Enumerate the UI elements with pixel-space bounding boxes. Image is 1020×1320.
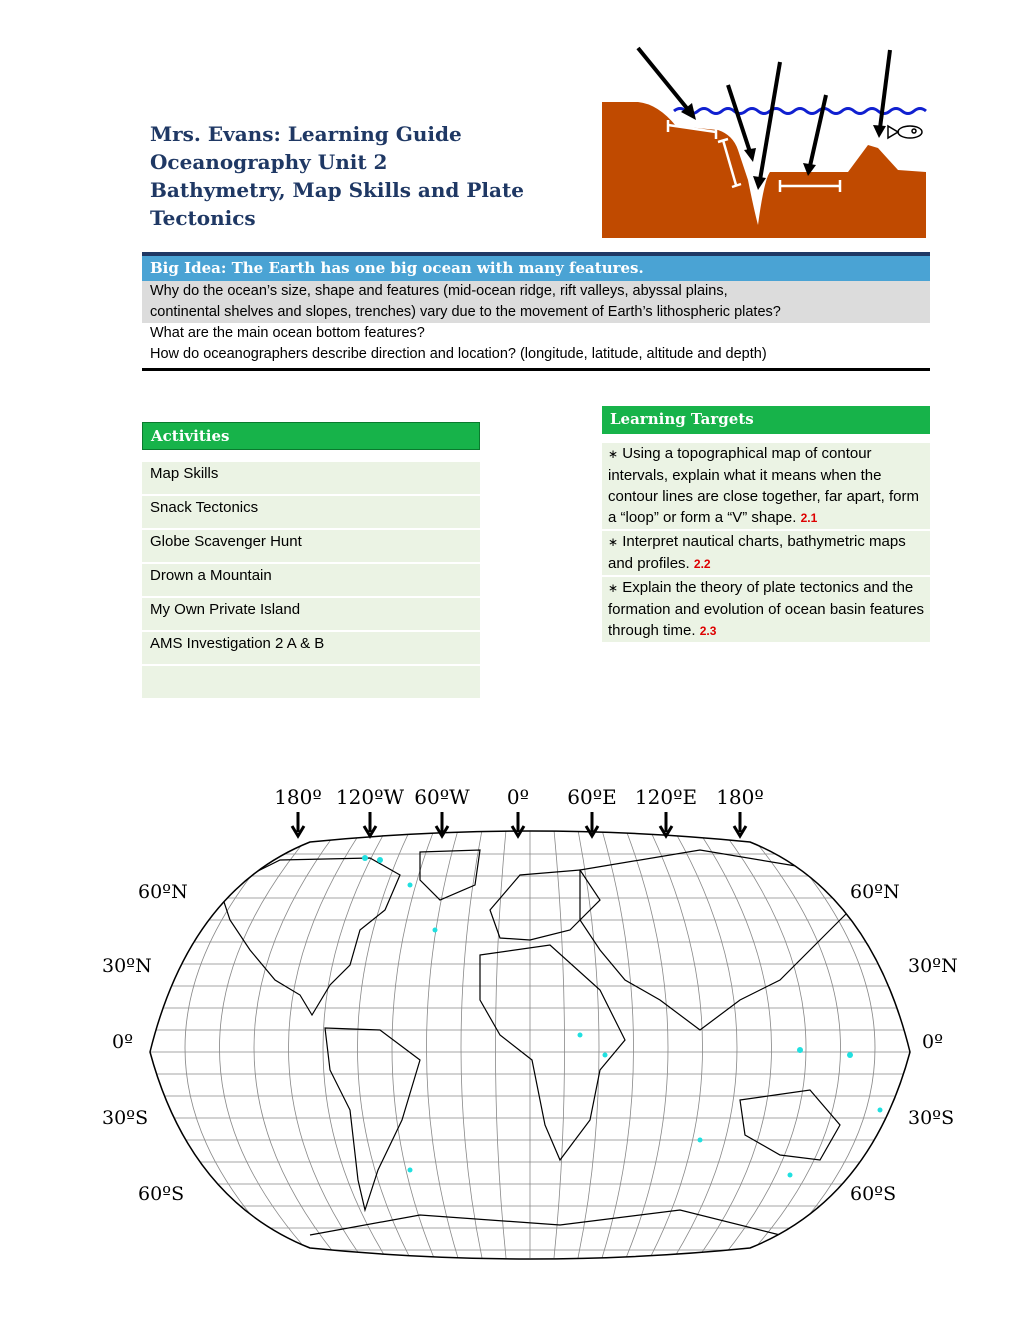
bullet-icon: ∗ [608, 535, 619, 549]
longitude-label: 120ºE [634, 785, 698, 809]
meridian-line [650, 830, 703, 1258]
meridian-line [289, 830, 363, 1258]
learning-target-item [602, 575, 930, 642]
meridian-line [323, 830, 386, 1258]
activity-row: Drown a Mountain [142, 562, 480, 596]
target-text: Interpret nautical charts, bathymetric maps and profiles. [608, 533, 906, 572]
longitude-label: 0º [506, 785, 530, 809]
longitude-labels [274, 785, 764, 836]
longitude-label: 60ºE [567, 785, 617, 809]
fish-icon [888, 126, 922, 138]
antarctica-outline [310, 1210, 780, 1235]
latitude-label: 0º [112, 1031, 134, 1053]
down-arrow-icon [660, 812, 672, 836]
latitude-label: 60ºS [138, 1183, 185, 1205]
activity-row: Snack Tectonics [142, 494, 480, 528]
longitude-label: 120ºW [335, 785, 405, 809]
meridian-line [358, 830, 411, 1258]
down-arrow-icon [512, 812, 524, 836]
meridian-line [626, 830, 668, 1258]
big-idea-question-2: What are the main ocean bottom features? [150, 325, 425, 341]
target-text: Explain the theory of plate tectonics and the formation and evolution of ocean basin features through time. [608, 579, 925, 639]
ocean-crust-shape [602, 102, 926, 238]
activities-spacer [142, 450, 480, 460]
down-arrow-icon [364, 812, 376, 836]
title-line-4: Tectonics [150, 206, 256, 230]
big-idea-question-1 [142, 281, 930, 323]
latitude-label: 0º [922, 1031, 944, 1053]
activity-row: Map Skills [142, 460, 480, 494]
activity-row: Globe Scavenger Hunt [142, 528, 480, 562]
meridian-line [602, 830, 634, 1258]
bullet-icon: ∗ [608, 447, 619, 461]
latitude-label: 60ºN [850, 881, 900, 903]
latitude-labels-right [850, 881, 958, 1205]
bullet-icon: ∗ [608, 581, 619, 595]
water-surface-icon [674, 109, 926, 114]
meridian-line [220, 830, 315, 1258]
meridian-line [674, 830, 737, 1258]
title-line-3: Bathymetry, Map Skills and Plate [150, 178, 524, 202]
meridian-line [698, 830, 772, 1258]
question-1-line-b: continental shelves and slopes, trenches) vary due to the movement of Earth’s lithospheric plates? [150, 304, 781, 320]
target-text: Using a topographical map of contour intervals, explain what it means when the contour lines are close together, far apart, form a “loop” or form a “V” shape. [608, 445, 919, 526]
meridian-line [461, 830, 482, 1258]
learning-targets-heading: Learning Targets [602, 406, 930, 434]
down-arrow-icon [292, 812, 304, 836]
big-idea-question-3: How do oceanographers describe direction and location? (longitude, latitude, altitude and depth) [150, 346, 767, 362]
longitude-label: 60ºW [414, 785, 470, 809]
greenland-outline [420, 850, 480, 900]
europe-outline [490, 870, 600, 940]
page-title [150, 120, 550, 232]
big-idea-heading: Big Idea: The Earth has one big ocean with many features. [142, 256, 930, 281]
learning-targets-table [602, 406, 930, 642]
longitude-label: 180º [274, 785, 322, 809]
activity-row [142, 664, 480, 698]
activities-table [142, 422, 480, 698]
latitude-label: 60ºS [850, 1183, 897, 1205]
meridian-line [746, 830, 841, 1258]
learning-target-item [602, 441, 930, 529]
latitude-label: 30ºN [102, 955, 152, 977]
latitude-label: 30ºS [908, 1107, 955, 1129]
title-line-1: Mrs. Evans: Learning Guide [150, 122, 462, 146]
latitude-labels-left [102, 881, 188, 1205]
ocean-floor-profile-diagram [598, 40, 930, 245]
activity-row: AMS Investigation 2 A & B [142, 630, 480, 664]
down-arrow-icon [734, 812, 746, 836]
big-idea-box [142, 252, 930, 371]
meridian-line [496, 830, 507, 1258]
longitude-label: 180º [716, 785, 764, 809]
targets-spacer [602, 434, 930, 441]
standard-code: 2.3 [699, 624, 717, 638]
meridian-line [185, 830, 290, 1258]
meridian-line [554, 830, 565, 1258]
latitude-label: 30ºN [908, 955, 958, 977]
latitude-label: 60ºN [138, 881, 188, 903]
africa-outline [480, 945, 625, 1160]
latitude-label: 30ºS [102, 1107, 149, 1129]
standard-code: 2.1 [800, 511, 818, 525]
map-graticule [116, 830, 944, 1258]
activity-row: My Own Private Island [142, 596, 480, 630]
standard-code: 2.2 [693, 557, 711, 571]
world-map [80, 780, 980, 1270]
south-america-outline [325, 1028, 420, 1210]
title-line-2: Oceanography Unit 2 [150, 150, 388, 174]
question-1-line-a: Why do the ocean’s size, shape and features (mid-ocean ridge, rift valleys, abyssal plains, [150, 283, 728, 299]
big-idea-bottom-border [142, 368, 930, 371]
activities-heading: Activities [142, 422, 480, 450]
asia-outline [580, 850, 860, 1030]
learning-target-item [602, 529, 930, 575]
